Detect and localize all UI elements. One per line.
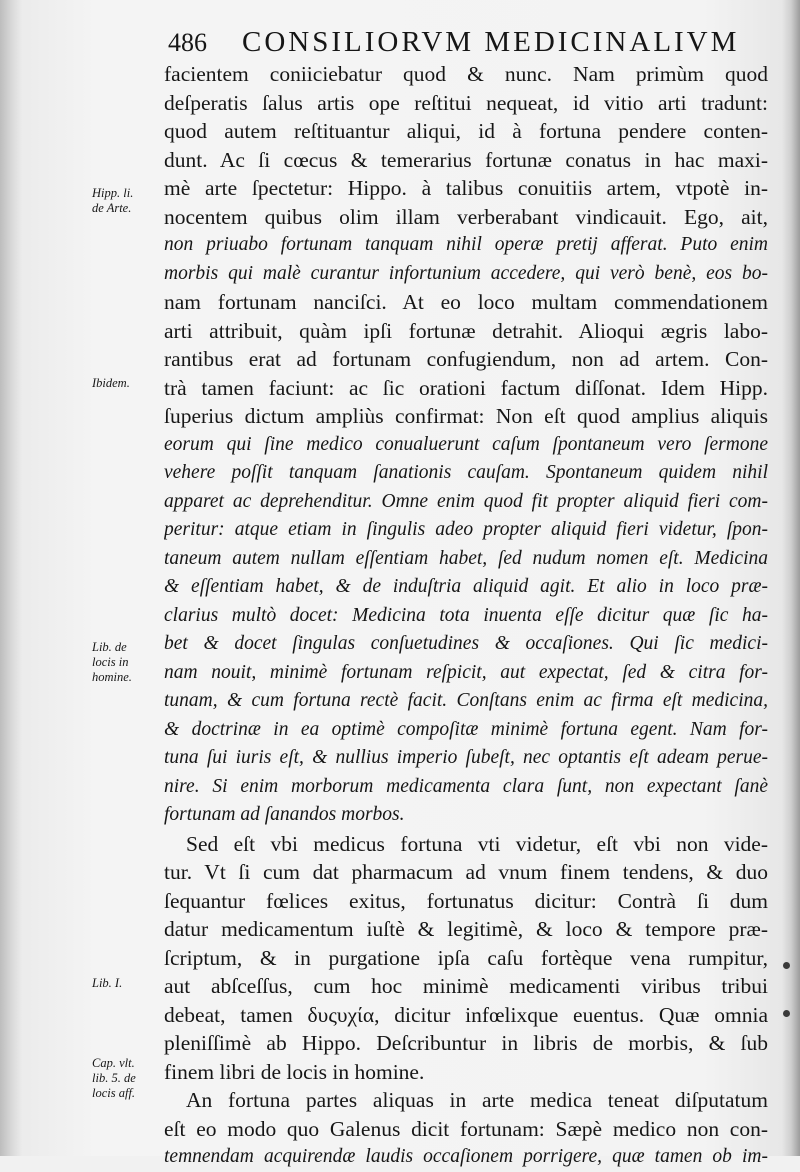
body-text-block bbox=[164, 60, 768, 1172]
text-line: & eſſentiam habet, & de induſtria aliquid agit. Et alio in loco præ- bbox=[164, 576, 768, 597]
text-line: taneum autem nullam eſſentiam habet, ſed nudum nomen eſt. Medicina bbox=[164, 547, 768, 569]
text-line: ſcriptum, & in purgatione ipſa caſu fortèque vena rumpitur, bbox=[164, 945, 768, 970]
text-line: ſequantur fœlices exitus, fortunatus dicitur: Contrà ſi dum bbox=[164, 888, 768, 913]
text-line: vehere poſſit tanquam ſanationis cauſam. Spontaneum quidem nihil bbox=[164, 462, 768, 483]
text-line: aut abſceſſus, cum hoc minimè medicamenti viribus tribui bbox=[164, 974, 768, 998]
text-line: nocentem quibus olim illam verberabant vindicauit. Ego, ait, bbox=[164, 204, 768, 229]
margin-note-line: Cap. vlt. bbox=[92, 1056, 135, 1070]
page-number: 486 bbox=[168, 28, 207, 57]
text-line: bet & docet ſingulas conſuetudines & occaſiones. Qui ſic medici- bbox=[164, 633, 768, 654]
margin-note-ibidem bbox=[92, 376, 158, 391]
running-head: CONSILIORVM MEDICINALIVM bbox=[242, 26, 740, 58]
text-line: nire. Si enim morborum medicamenta clara ſunt, non expectant ſanè bbox=[164, 775, 768, 797]
text-line: & doctrinæ in ea optimè compoſitæ minimè fortuna egent. Nam for- bbox=[164, 718, 768, 740]
text-line: eſt eo modo quo Galenus dicit fortunam: Sæpè medico non con- bbox=[164, 1116, 768, 1141]
margin-note-hipp-de-arte bbox=[92, 186, 158, 216]
text-line: tur. Vt ſi cum dat pharmacum ad vnum finem tendens, & duo bbox=[164, 860, 768, 884]
margin-note-lib-1 bbox=[92, 976, 158, 991]
text-line: tuna ſui iuris eſt, & nullius imperio ſubeſt, nec optantis eſt adeam perue- bbox=[164, 747, 768, 768]
text-line: eorum qui ſine medico conualuerunt caſum ſpontaneum vero ſermone bbox=[164, 433, 768, 455]
text-line: rantibus erat ad fortunam confugiendum, non ad artem. Con- bbox=[164, 347, 768, 371]
page-blemish-dot bbox=[783, 962, 790, 969]
text-line: fortunam ad ſanandos morbos. bbox=[164, 804, 405, 825]
text-line: non priuabo fortunam tanquam nihil operæ pretij afferat. Puto enim bbox=[164, 234, 768, 255]
margin-note-line: locis in bbox=[92, 655, 129, 669]
text-line: finem libri de locis in homine. bbox=[164, 1059, 425, 1084]
text-line: deſperatis ſalus artis ope reſtitui nequeat, id vitio arti tradunt: bbox=[164, 90, 768, 115]
margin-note-line: Lib. de bbox=[92, 640, 127, 654]
text-line: temnendam acquirendæ laudis occaſionem porrigere, quæ tamen ob im- bbox=[164, 1146, 768, 1167]
text-line: quod autem reſtituantur aliqui, id à fortuna pendere conten- bbox=[164, 119, 768, 143]
text-line: morbis qui malè curantur infortunium accedere, qui verò benè, eos bo- bbox=[164, 262, 768, 284]
margin-note-line: Lib. I. bbox=[92, 976, 123, 990]
text-line: clarius multò docet: Medicina tota inuenta eſſe dicitur quæ ſic ha- bbox=[164, 604, 768, 626]
text-line: apparet ac deprehenditur. Omne enim quod fit propter aliquid fieri com- bbox=[164, 490, 768, 512]
margin-note-lib-de-locis bbox=[92, 640, 158, 685]
text-line: tunam, & cum fortuna rectè facit. Conſtans enim ac firma eſt medicina, bbox=[164, 690, 768, 711]
page-blemish-dot bbox=[783, 1010, 790, 1017]
margin-note-line: Hipp. li. bbox=[92, 186, 134, 200]
text-line: facientem coniiciebatur quod & nunc. Nam primùm quod bbox=[164, 62, 768, 86]
text-line: Sed eſt vbi medicus fortuna vti videtur, eſt vbi non vide- bbox=[186, 831, 768, 856]
margin-note-line: lib. 5. de bbox=[92, 1071, 136, 1085]
text-line: debeat, tamen δυςυχία, dicitur infœlixque euentus. Quæ omnia bbox=[164, 1002, 768, 1027]
text-line: mè arte ſpectetur: Hippo. à talibus conuitiis artem, vtpotè in- bbox=[164, 176, 768, 200]
text-line: pleniſſimè ab Hippo. Deſcribuntur in libris de morbis, & ſub bbox=[164, 1031, 768, 1055]
text-line: nam nouit, minimè fortunam reſpicit, aut expectat, ſed & citra for- bbox=[164, 661, 768, 683]
text-line: nam fortunam nanciſci. At eo loco multam commendationem bbox=[164, 290, 768, 314]
margin-note-line: Ibidem. bbox=[92, 376, 130, 390]
page-gutter-shadow bbox=[0, 0, 22, 1156]
margin-note-line: locis aff. bbox=[92, 1086, 136, 1100]
margin-note-line: homine. bbox=[92, 670, 132, 684]
text-line: datur medicamentum iuſtè & legitimè, & loco & tempore præ- bbox=[164, 917, 768, 941]
text-line: arti attribuit, quàm ipſi fortunæ detrahit. Alioqui ægris labo- bbox=[164, 318, 768, 343]
text-line: peritur: atque etiam in ſingulis adeo propter aliquid fieri videtur, ſpon- bbox=[164, 519, 768, 540]
page-header bbox=[168, 22, 768, 62]
margin-note-cap-ult bbox=[92, 1056, 158, 1101]
margin-note-line: de Arte. bbox=[92, 201, 132, 215]
text-line: dunt. Ac ſi cœcus & temerarius fortunæ conatus in hac maxi- bbox=[164, 147, 768, 172]
text-line: trà tamen faciunt: ac ſic orationi factum diſſonat. Idem Hipp. bbox=[164, 375, 768, 400]
text-line: An fortuna partes aliquas in arte medica teneat diſputatum bbox=[186, 1088, 768, 1112]
page-edge-shadow bbox=[782, 0, 800, 1156]
text-line: ſuperius dictum ampliùs confirmat: Non eſt quod amplius aliquis bbox=[164, 404, 768, 428]
